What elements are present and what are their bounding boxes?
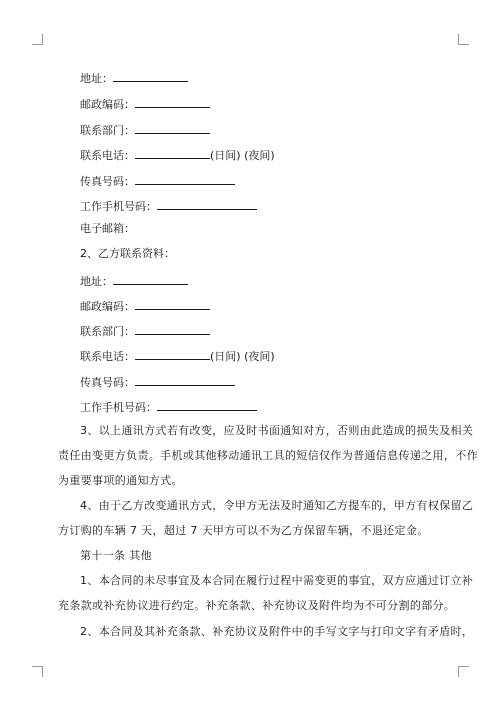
- clause-4-line-2: 方订购的车辆 7 天，超过 7 天甲方可以不为乙方保留车辆，不退还定金。: [58, 524, 429, 537]
- party-a-mobile-blank: [157, 198, 257, 210]
- party-b-phone-label: 联系电话：: [80, 350, 135, 363]
- party-a-email-row: [80, 222, 135, 236]
- party-a-fax-blank: [135, 173, 235, 185]
- article-11-item-1-line-2: 充条款或补充协议进行约定。补充条款、补充协议及附件均为不可分割的部分。: [58, 599, 456, 612]
- party-b-postcode-row: [80, 298, 210, 314]
- party-a-phone-blank: [135, 147, 210, 159]
- party-a-postcode-blank: [135, 96, 210, 108]
- party-a-fax-label: 传真号码：: [80, 175, 135, 188]
- party-b-address-row: [80, 273, 188, 289]
- party-a-email-label: 电子邮箱：: [80, 222, 135, 235]
- party-a-dept-row: [80, 122, 210, 138]
- crop-mark-bottom-left: [32, 666, 43, 677]
- article-11-title: 第十一条 其他: [80, 549, 152, 562]
- party-b-postcode-label: 邮政编码：: [80, 300, 135, 313]
- party-b-dept-blank: [135, 323, 210, 335]
- crop-mark-top-right: [458, 34, 469, 45]
- party-b-heading: 2、乙方联系资料：: [80, 247, 175, 260]
- party-b-mobile-blank: [157, 399, 257, 411]
- party-b-postcode-blank: [135, 298, 210, 310]
- party-a-address-blank: [113, 70, 188, 82]
- party-b-phone-blank: [135, 348, 210, 360]
- party-a-dept-label: 联系部门：: [80, 124, 135, 137]
- party-b-fax-row: [80, 374, 235, 390]
- party-a-fax-row: [80, 173, 235, 189]
- party-a-mobile-label: 工作手机号码：: [80, 200, 157, 213]
- party-a-mobile-row: [80, 198, 257, 214]
- party-b-fax-label: 传真号码：: [80, 376, 135, 389]
- party-b-fax-blank: [135, 374, 235, 386]
- party-b-dept-label: 联系部门：: [80, 325, 135, 338]
- article-11-item-2-line-1: 2、本合同及其补充条款、补充协议及附件中的手写文字与打印文字有矛盾时，: [80, 625, 474, 638]
- party-a-address-label: 地址：: [80, 72, 113, 85]
- party-b-address-label: 地址：: [80, 275, 113, 288]
- clause-3-line-3: 为重要事项的通知方式。: [58, 474, 183, 487]
- party-b-mobile-row: [80, 399, 257, 415]
- party-a-postcode-label: 邮政编码：: [80, 98, 135, 111]
- crop-mark-bottom-right: [458, 666, 469, 677]
- party-b-address-blank: [113, 273, 188, 285]
- party-b-mobile-label: 工作手机号码：: [80, 401, 157, 414]
- clause-4-line-1: 4、由于乙方改变通讯方式，令甲方无法及时通知乙方提车的，甲方有权保留乙: [80, 499, 474, 512]
- party-b-dept-row: [80, 323, 210, 339]
- party-b-phone-suffix: (日间) (夜间): [210, 350, 275, 363]
- party-a-postcode-row: [80, 96, 210, 112]
- article-11-item-1-line-1: 1、本合同的未尽事宜及本合同在履行过程中需变更的事宜，双方应通过订立补: [80, 574, 474, 587]
- party-a-phone-label: 联系电话：: [80, 149, 135, 162]
- party-a-phone-suffix: (日间) (夜间): [210, 149, 275, 162]
- crop-mark-top-left: [32, 34, 43, 45]
- party-a-dept-blank: [135, 122, 210, 134]
- party-a-address-row: [80, 70, 188, 86]
- clause-3-line-1: 3、以上通讯方式若有改变，应及时书面通知对方，否则由此造成的损失及相关: [80, 424, 474, 437]
- party-b-phone-row: [80, 348, 275, 364]
- clause-3-line-2: 责任由变更方负责。手机或其他移动通讯工具的短信仅作为普通信息传递之用，不作: [58, 449, 478, 462]
- party-a-phone-row: [80, 147, 275, 163]
